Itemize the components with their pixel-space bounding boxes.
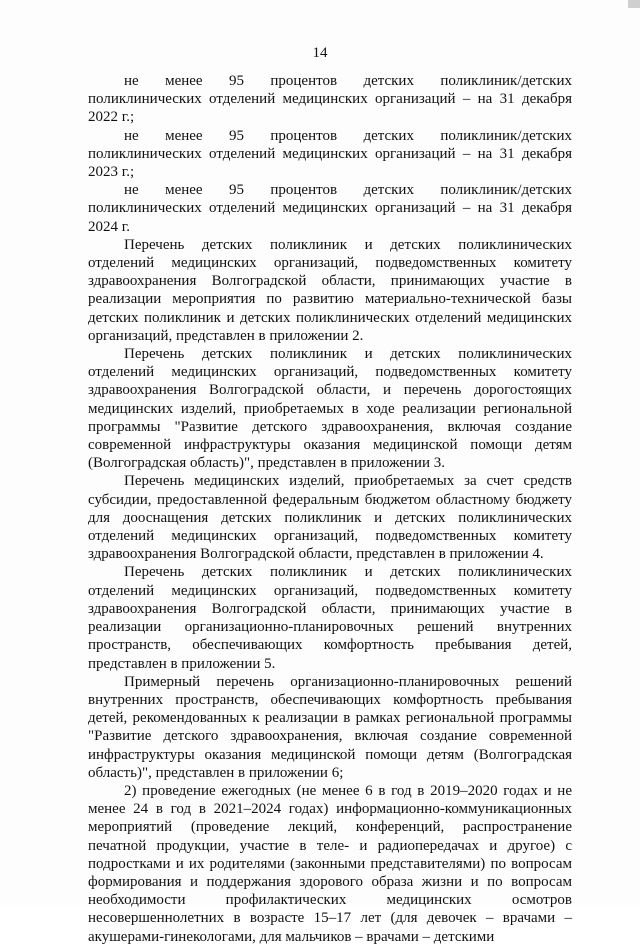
paragraph-appendix-4: Перечень медицинских изделий, приобретаемых за счет средств субсидии, предоставленной федеральным бюджетом областному бюджету для дооснащения детских поликлиник и детских поликлинических отделений медицинских организаций, подведомственных комитету здравоохранения Волгоградской области, представлен в приложении 4.	[88, 473, 572, 563]
paragraph-target-2023: не менее 95 процентов детских поликлиник/детских поликлинических отделений медицинских организаций – на 31 декабря 2023 г.;	[88, 127, 572, 181]
paragraph-appendix-6: Примерный перечень организационно-планировочных решений внутренних пространств, обеспечивающих комфортность пребывания детей, рекомендованных к реализации в рамках региональной программы "Развитие детского здравоохранения, включая создание современной инфраструктуры оказания медицинской помощи детям (Волгоградская область)", представлен в приложении 6;	[88, 673, 572, 781]
paragraph-appendix-2: Перечень детских поликлиник и детских поликлинических отделений медицинских организаций, подведомственных комитету здравоохранения Волгоградской области, принимающих участие в реализации мероприятия по развитию материально-технической базы детских поликлиник и детских поликлинических отделений медицинских организаций, представлен в приложении 2.	[88, 236, 572, 344]
scan-corner-mark	[628, 0, 640, 8]
paragraph-target-2022: не менее 95 процентов детских поликлиник/детских поликлинических отделений медицинских организаций – на 31 декабря 2022 г.;	[88, 73, 572, 126]
paragraph-target-2024: не менее 95 процентов детских поликлиник/детских поликлинических отделений медицинских организаций – на 31 декабря 2024 г.	[88, 182, 572, 235]
paragraph-appendix-3: Перечень детских поликлиник и детских поликлинических отделений медицинских организаций, подведомственных комитету здравоохранения Волгоградской области, и перечень дорогостоящих медицинских изделий, приобретаемых в ходе реализации региональной программы "Развитие детского здравоохранения, включая создание современной инфраструктуры оказания медицинской помощи детям (Волгоградская область)", представлен в приложении 3.	[88, 346, 572, 472]
document-body	[88, 72, 572, 946]
paragraph-appendix-5: Перечень детских поликлиник и детских поликлинических отделений медицинских организаций, подведомственных комитету здравоохранения Волгоградской области, принимающих участие в реализации организационно-планировочных решений внутренних пространств, обеспечивающих комфортность пребывания детей, представлен в приложении 5.	[88, 564, 572, 672]
paragraph-item-2: 2) проведение ежегодных (не менее 6 в год в 2019–2020 годах и не менее 24 в год в 2021–2024 годах) информационно-коммуникационных мероприятий (проведение лекций, конференций, распространение печатной продукции, участие в теле- и радиопередачах и другое) с подростками и их родителями (законными представителями) по вопросам формирования и поддержания здорового образа жизни и по вопросам необходимости профилактических медицинских осмотров несовершеннолетних в возрасте 15–17 лет (для девочек – врачами – акушерами-гинекологами, для мальчиков – врачами – детскими	[88, 782, 572, 945]
page-number: 14	[312, 45, 328, 61]
